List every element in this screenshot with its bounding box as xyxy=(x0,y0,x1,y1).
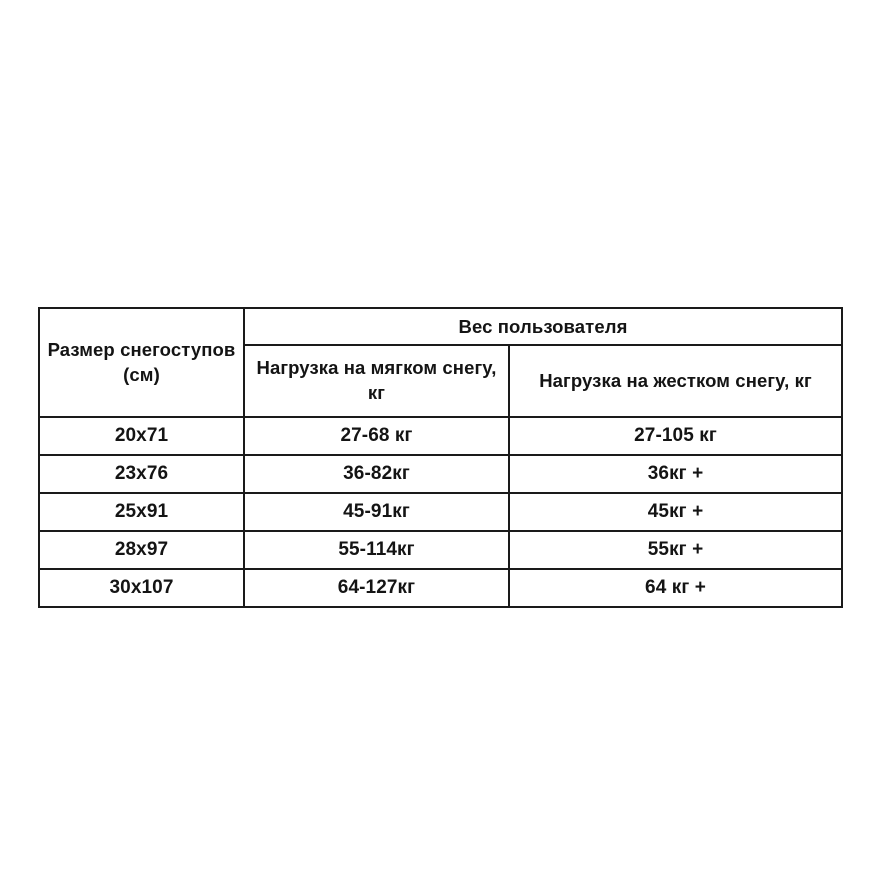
snowshoe-size-table xyxy=(38,307,843,608)
cell-size: 30x107 xyxy=(39,569,244,607)
cell-hard: 55кг + xyxy=(509,531,842,569)
header-cell-user-weight: Вес пользователя xyxy=(244,308,842,345)
cell-soft: 55-114кг xyxy=(244,531,509,569)
cell-size: 28x97 xyxy=(39,531,244,569)
cell-hard: 36кг + xyxy=(509,455,842,493)
cell-soft: 45-91кг xyxy=(244,493,509,531)
cell-hard: 45кг + xyxy=(509,493,842,531)
cell-size: 20x71 xyxy=(39,417,244,455)
cell-size: 25x91 xyxy=(39,493,244,531)
cell-soft: 36-82кг xyxy=(244,455,509,493)
table-row xyxy=(39,569,842,607)
cell-soft: 27-68 кг xyxy=(244,417,509,455)
header-cell-size: Размер снегоступов (см) xyxy=(39,308,244,417)
cell-soft: 64-127кг xyxy=(244,569,509,607)
table-row xyxy=(39,417,842,455)
table-row xyxy=(39,493,842,531)
header-cell-hard-snow: Нагрузка на жестком снегу, кг xyxy=(509,345,842,417)
table-header-row-group xyxy=(39,308,842,345)
cell-hard: 27-105 кг xyxy=(509,417,842,455)
table-row xyxy=(39,531,842,569)
header-cell-soft-snow: Нагрузка на мягком снегу, кг xyxy=(244,345,509,417)
cell-size: 23x76 xyxy=(39,455,244,493)
table-row xyxy=(39,455,842,493)
cell-hard: 64 кг + xyxy=(509,569,842,607)
size-chart-container xyxy=(38,307,841,608)
